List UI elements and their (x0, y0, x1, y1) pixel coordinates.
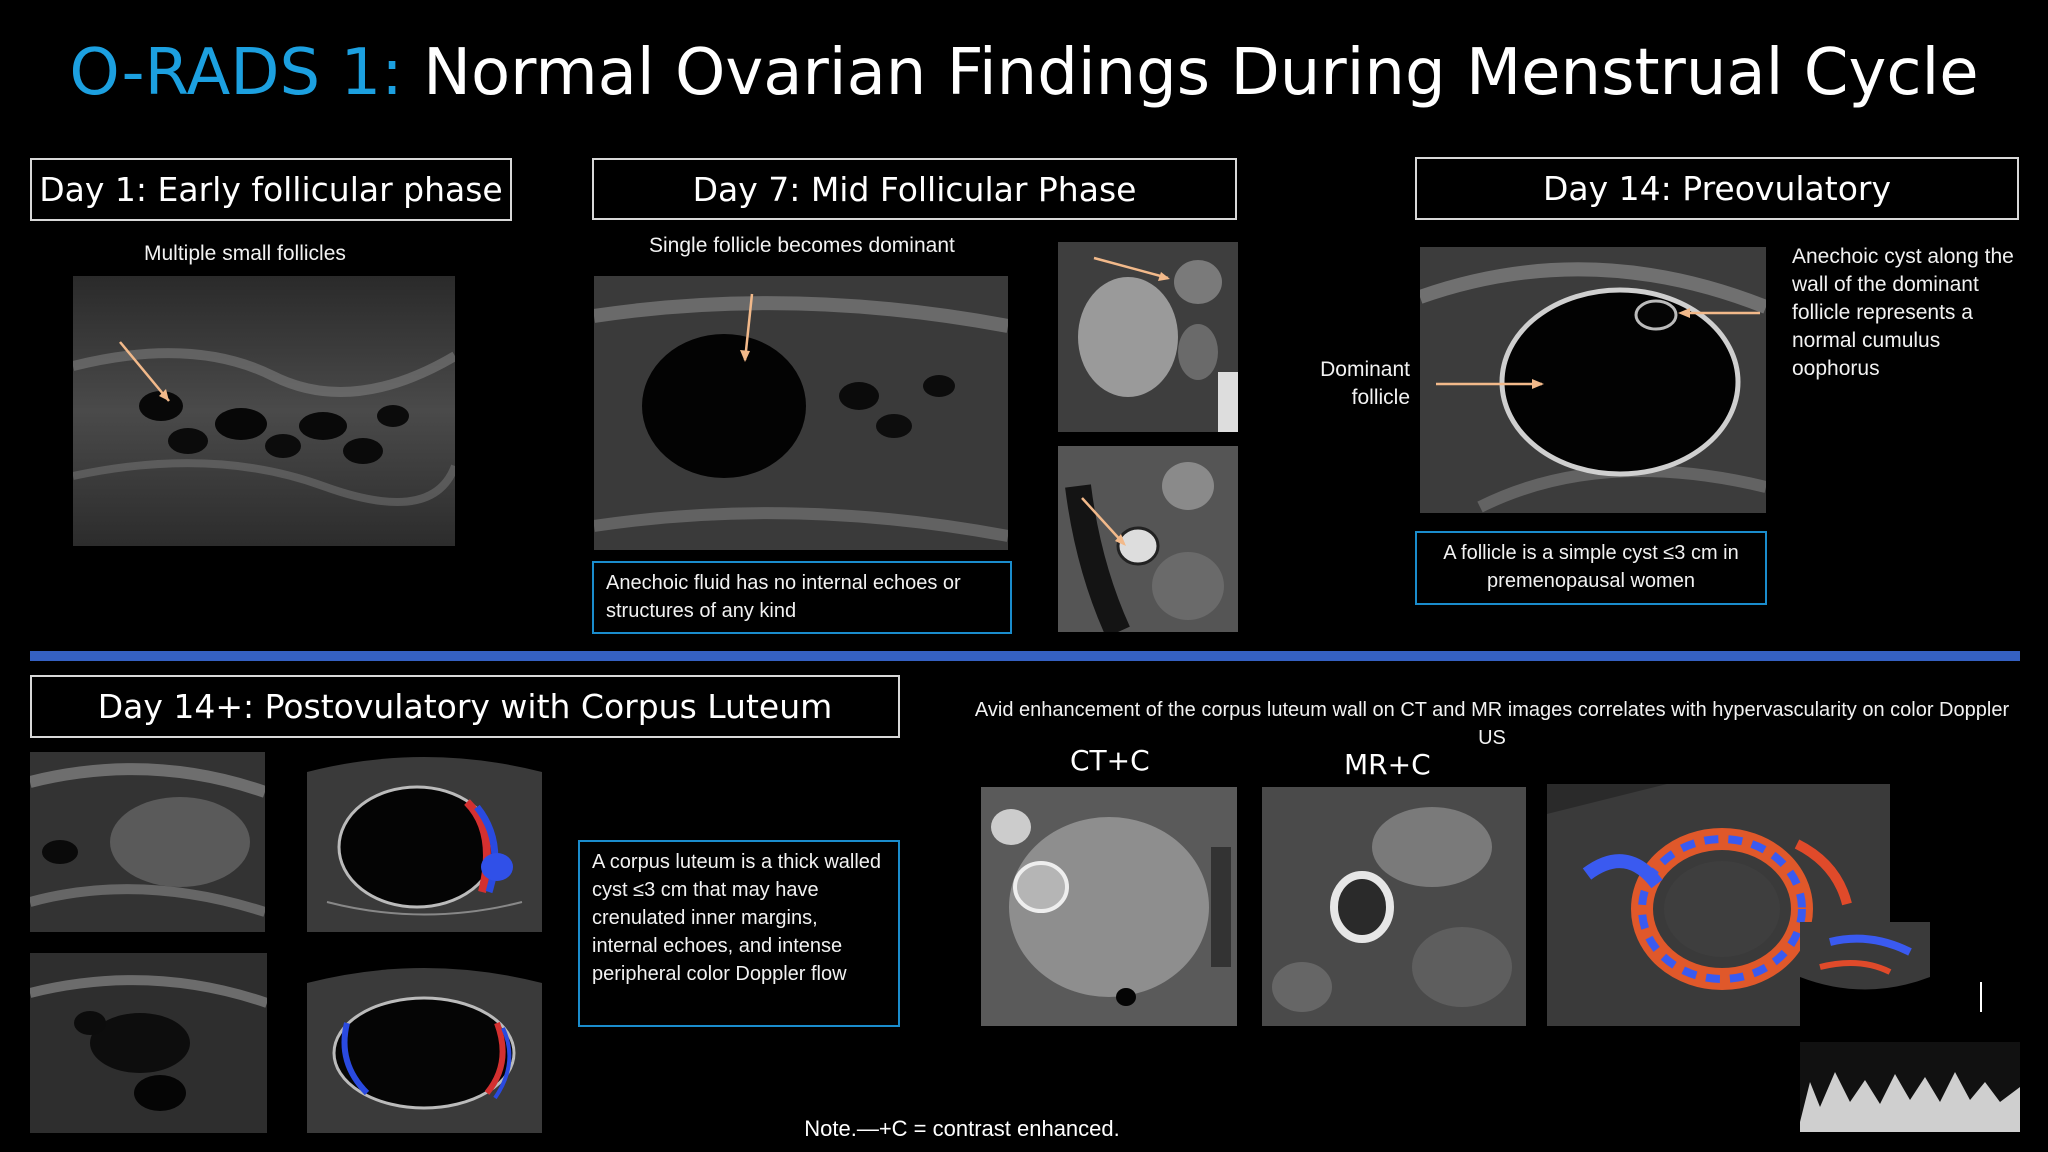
day7-ct-image (1058, 242, 1238, 432)
day7-ultrasound-image (594, 276, 1008, 550)
corpus-luteum-doppler-image-1 (307, 752, 542, 932)
corpus-luteum-mr-image (1262, 787, 1526, 1026)
day14-label-dominant: Dominant (1320, 358, 1410, 381)
section-divider (30, 651, 2020, 661)
ct-label: CT+C (1070, 744, 1150, 777)
slide-title (0, 36, 2048, 110)
enhancement-caption: Avid enhancement of the corpus luteum wall on CT and MR images correlates with hypervascularity on color Doppler US (974, 699, 2010, 749)
title-accent: O-RADS 1: (69, 36, 403, 110)
day1-caption: Multiple small follicles (144, 242, 346, 265)
corpus-luteum-us-image-2 (30, 953, 267, 1133)
day7-caption: Single follicle becomes dominant (649, 234, 955, 257)
corpus-luteum-doppler-image-2 (307, 953, 542, 1133)
day14-ultrasound-image (1420, 247, 1766, 513)
corpus-luteum-us-image-1 (30, 752, 265, 932)
footnote: Note.—+C = contrast enhanced. (804, 1116, 1120, 1141)
day14-label-cumulus: Anechoic cyst along the wall of the dominant follicle represents a normal cumulus oophorus (1792, 245, 2014, 380)
day14-note: A follicle is a simple cyst ≤3 cm in premenopausal women (1415, 531, 1767, 605)
day7-header: Day 7: Mid Follicular Phase (592, 158, 1237, 220)
corpus-luteum-ct-image (981, 787, 1237, 1026)
day7-mr-image (1058, 446, 1238, 632)
title-main: Normal Ovarian Findings During Menstrual Cycle (402, 36, 1979, 110)
day14plus-note: A corpus luteum is a thick walled cyst ≤3 cm that may have crenulated inner margins, internal echoes, and intense peripheral color Doppler flow (578, 840, 900, 1027)
day1-header: Day 1: Early follicular phase (30, 158, 512, 221)
day7-note: Anechoic fluid has no internal echoes or structures of any kind (592, 561, 1012, 634)
mr-label: MR+C (1344, 748, 1431, 781)
day14-header: Day 14: Preovulatory (1415, 157, 2019, 220)
day1-ultrasound-image (73, 276, 455, 546)
day14plus-header: Day 14+: Postovulatory with Corpus Luteum (30, 675, 900, 738)
day14-label-follicle: follicle (1351, 386, 1410, 409)
spectral-doppler-image (1800, 922, 2020, 1132)
